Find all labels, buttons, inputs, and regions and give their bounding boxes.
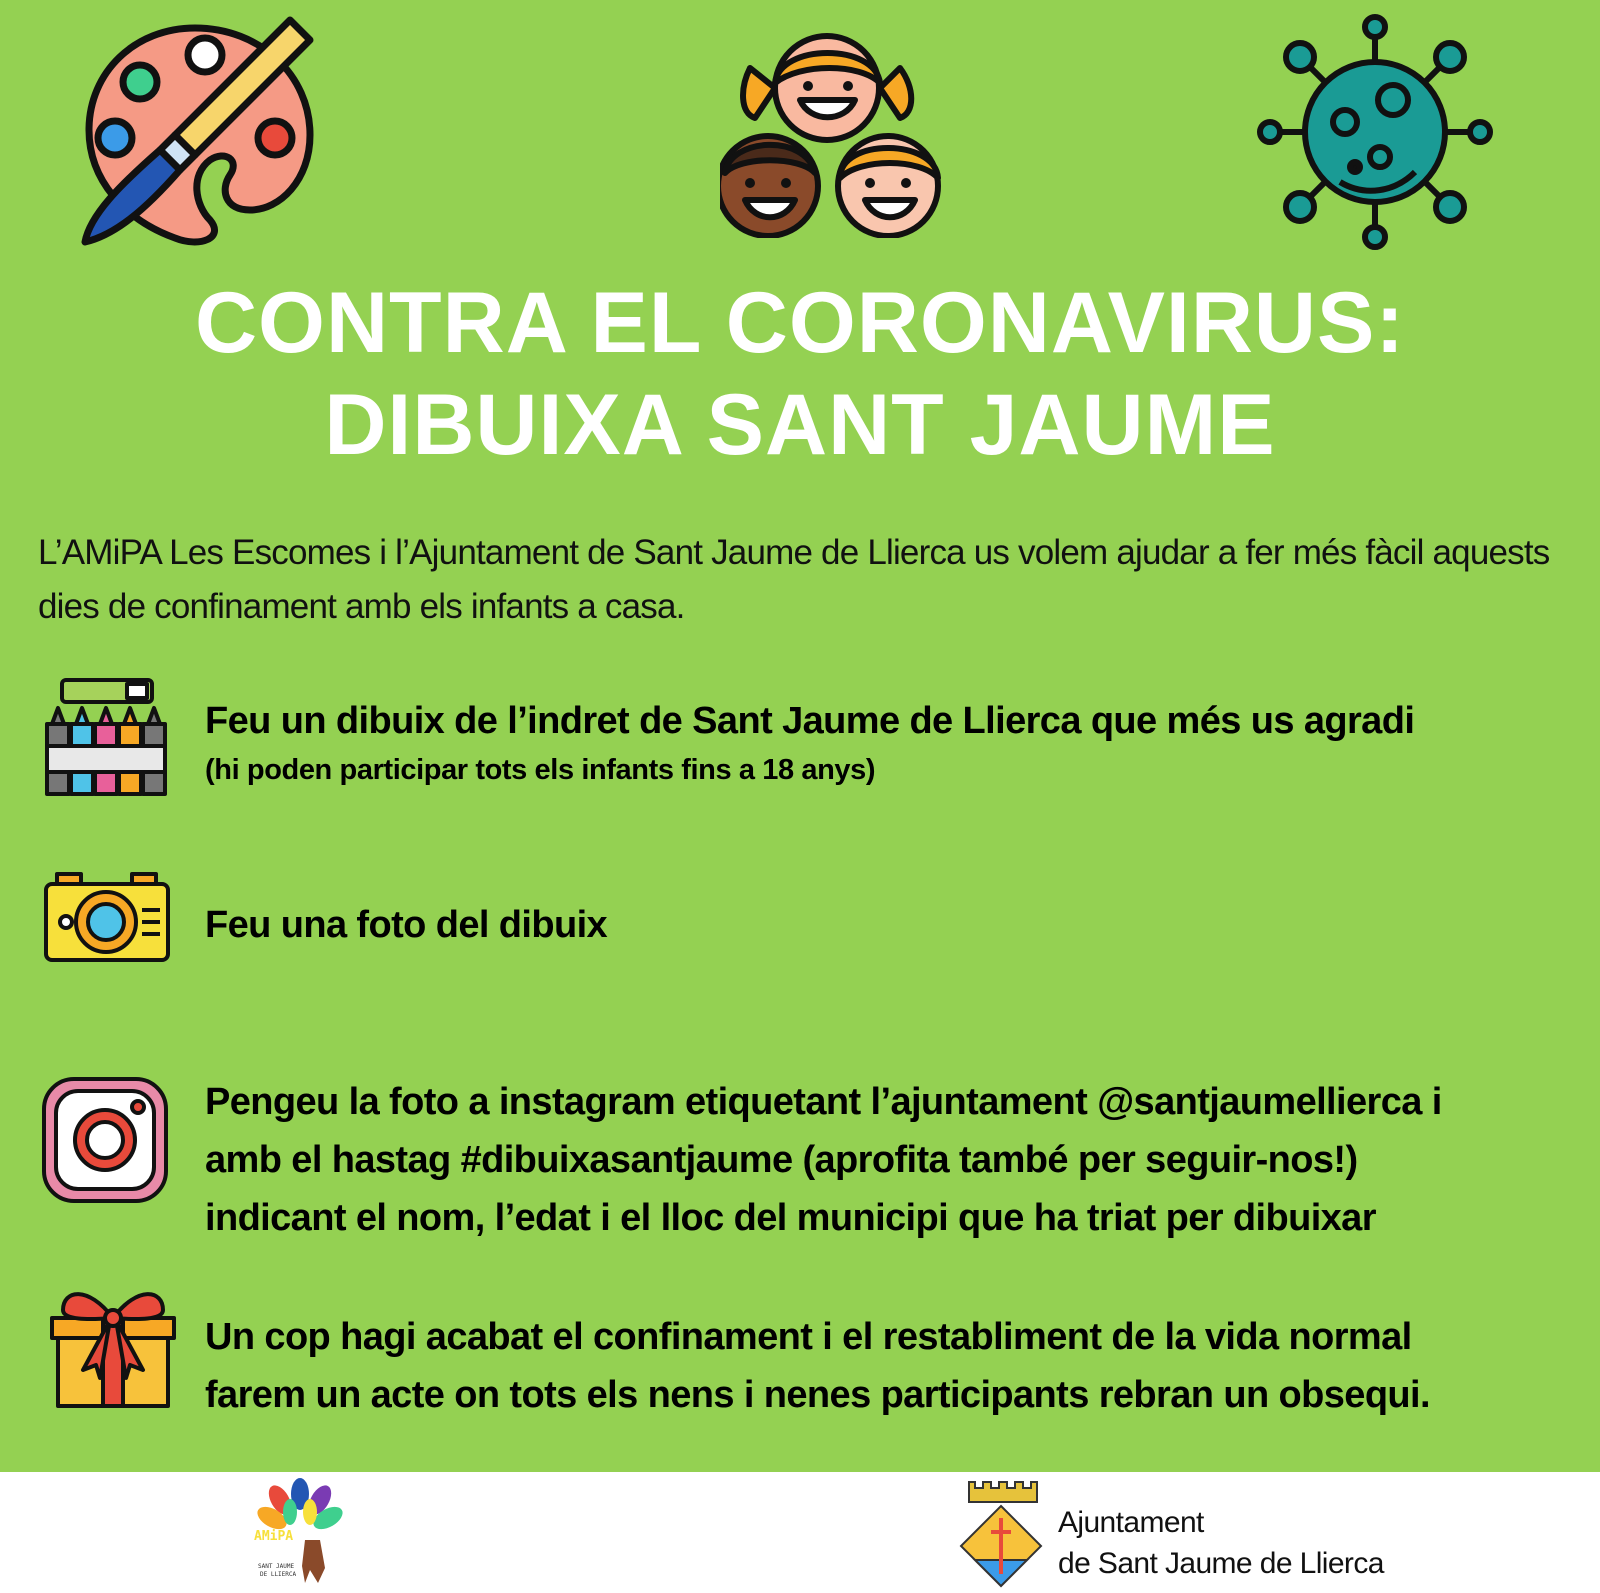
step-3-line-2: amb el hastag #dibuixasantjaume (aprofita també per seguir-nos!): [205, 1139, 1358, 1181]
page-title: [0, 272, 1600, 476]
step-1-main: Feu un dibuix de l’indret de Sant Jaume de Llierca que més us agradi: [205, 700, 1415, 742]
step-4-line-2: farem un acte on tots els nens i nenes participants rebran un obsequi.: [205, 1374, 1430, 1416]
virus-icon: [1255, 12, 1495, 252]
amipa-logo-line-3: DE LLIERCA: [260, 1571, 297, 1578]
intro-text: L’AMiPA Les Escomes i l’Ajuntament de Sant Jaume de Llierca us volem ajudar a fer més fàcil aquests dies de confinament amb els infants a casa.: [38, 533, 1550, 626]
amipa-logo: [250, 1478, 350, 1588]
step-1-text: [205, 692, 1414, 790]
ajuntament-line-1: Ajuntament: [1058, 1506, 1204, 1539]
gift-icon: [48, 1280, 178, 1410]
paint-palette-icon: [75, 10, 320, 250]
children-icon: [720, 28, 960, 238]
coat-of-arms-icon: [955, 1478, 1047, 1590]
amipa-logo-name: AMiPA: [254, 1529, 294, 1544]
title-line-1: CONTRA EL CORONAVIRUS:: [194, 275, 1406, 371]
amipa-logo-line-2: SANT JAUME: [258, 1563, 295, 1570]
camera-icon: [42, 870, 174, 965]
instagram-icon: [40, 1075, 170, 1205]
ajuntament-line-2: de Sant Jaume de Llierca: [1058, 1547, 1384, 1580]
ajuntament-name: [1058, 1502, 1384, 1584]
step-2-text: Feu una foto del dibuix: [205, 904, 608, 946]
title-line-2: DIBUIXA SANT JAUME: [324, 377, 1276, 473]
step-4-text: [205, 1308, 1430, 1424]
step-4-line-1: Un cop hagi acabat el confinament i el restabliment de la vida normal: [205, 1316, 1412, 1358]
step-1-note: (hi poden participar tots els infants fins a 18 anys): [205, 754, 876, 786]
markers-icon: [42, 676, 172, 801]
step-3-line-3: indicant el nom, l’edat i el lloc del municipi que ha triat per dibuixar: [205, 1197, 1376, 1239]
step-3-text: [205, 1073, 1442, 1247]
step-3-line-1: Pengeu la foto a instagram etiquetant l’ajuntament @santjaumellierca i: [205, 1081, 1442, 1123]
